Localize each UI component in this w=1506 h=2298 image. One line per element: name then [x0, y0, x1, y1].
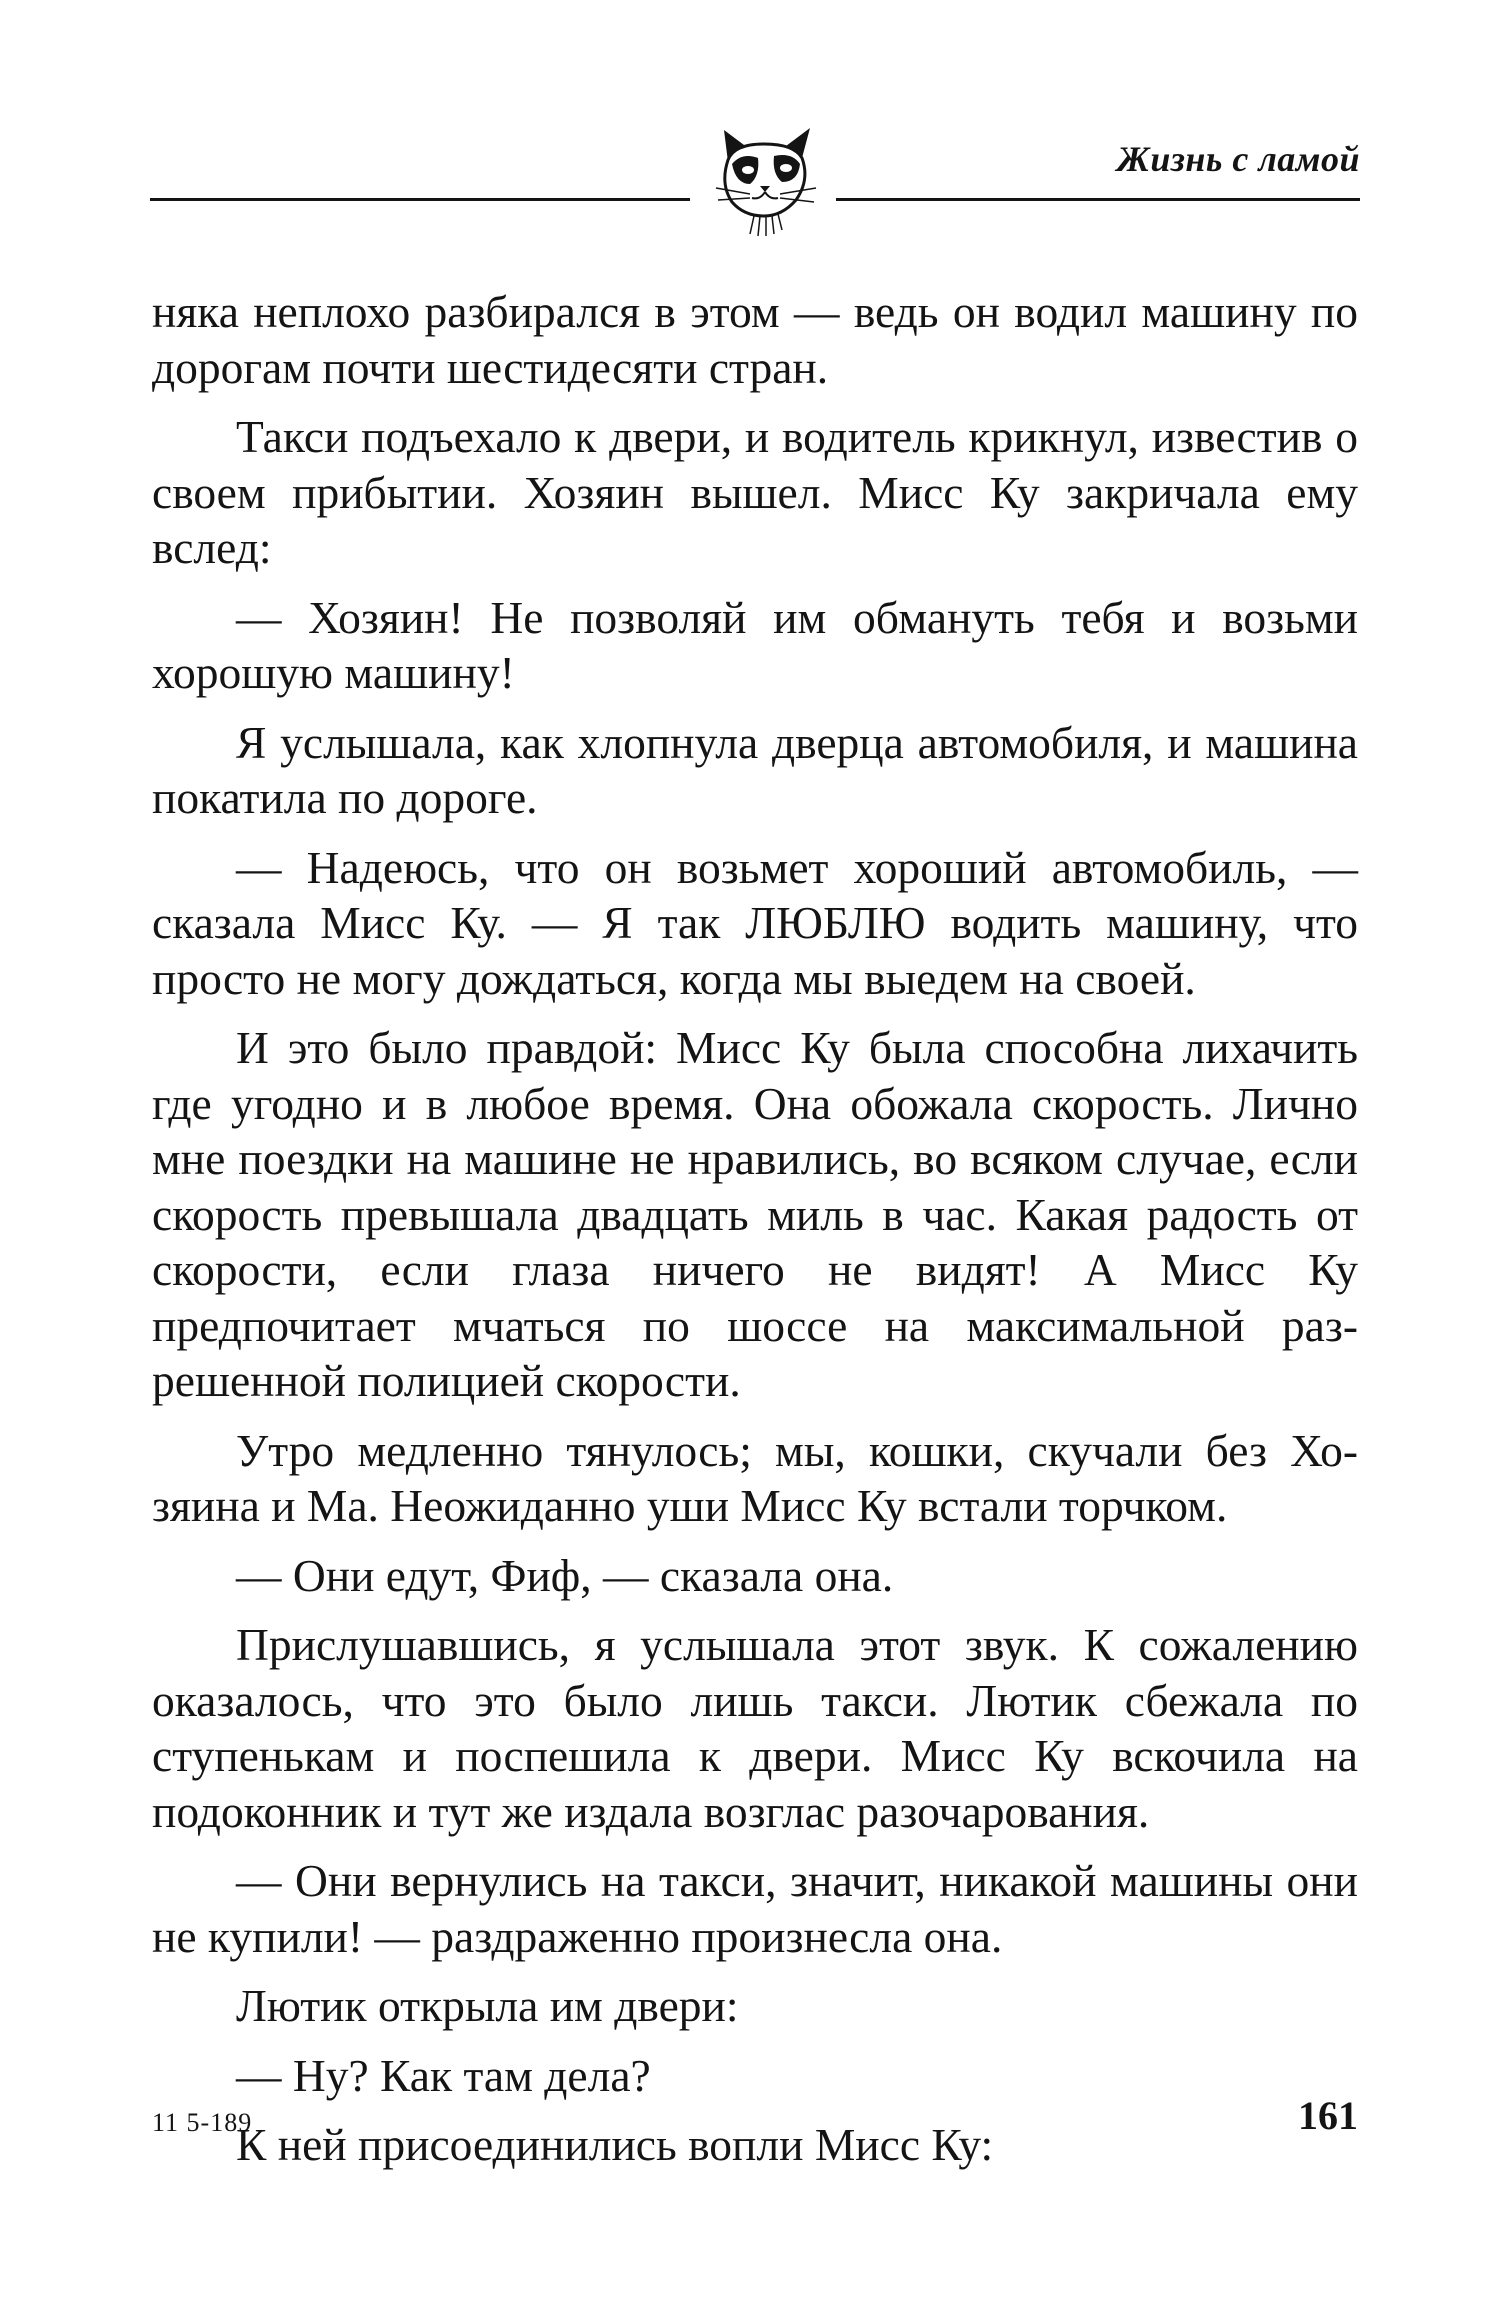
paragraph: Такси подъехало к двери, и водитель крикнул, известив о своем прибытии. Хозяин вышел. Мисс Ку закричала ему вслед:: [152, 411, 1358, 573]
paragraph: Прислушавшись, я услышала этот звук. К сожалению оказалось, что это было лишь такси. Лютик сбежала по ступенькам и поспешила к двери. Мисс Ку вскочила на подоконник и тут же издала возглас разочарования.: [152, 1619, 1358, 1837]
paragraph: — Хозяин! Не позволяй им обмануть тебя и возьми хорошую машину!: [152, 591, 1358, 698]
paragraph: — Надеюсь, что он возьмет хороший автомобиль, — сказала Мисс Ку. — Я так ЛЮБЛЮ водить машину, что просто не могу дождаться, когда мы выедем на своей.: [152, 841, 1358, 1004]
paragraph: — Ну? Как там дела?: [236, 2049, 651, 2101]
paragraph: И это было правдой: Мисс Ку была способна лихачить где угодно и в любое время. Она обожала скорость. Лично мне поездки на машине не нравились, во всяком случае, если скорость превышала двадцать миль в час. Какая радость от скорости, если глаза ничего не видят! А Мисс Ку предпочитает мчаться по шоссе на максимальной разрешенной полицией скорости.: [152, 1022, 1358, 1406]
paragraph: Я услышала, как хлопнула дверца автомобиля, и машина покатила по дороге.: [152, 716, 1358, 823]
body-text: [152, 284, 1358, 2187]
header-rule-right: [836, 198, 1360, 201]
printer-signature: 11 5-189: [152, 2108, 253, 2137]
paragraph: Утро медленно тянулось; мы, кошки, скучали без Хозяина и Ма. Неожиданно уши Мисс Ку встали торчком.: [152, 1424, 1358, 1531]
paragraph: Лютик открыла им двери:: [236, 1980, 739, 2031]
running-header: [150, 110, 1360, 220]
running-title: Жизнь с ламой: [1116, 139, 1360, 179]
paragraph: К ней присоединились вопли Мисс Ку:: [236, 2119, 994, 2170]
page-number: 161: [1298, 2093, 1358, 2138]
cat-head-icon: [698, 118, 830, 238]
paragraph: — Они вернулись на такси, значит, никакой машины они не купили! — раздраженно произнесла она.: [152, 1855, 1358, 1962]
paragraph: няка неплохо разбирался в этом — ведь он водил машину по дорогам почти шестидесяти стран.: [152, 286, 1358, 393]
header-rule-left: [150, 198, 690, 201]
paragraph: — Они едут, Фиф, — сказала она.: [236, 1549, 894, 1601]
